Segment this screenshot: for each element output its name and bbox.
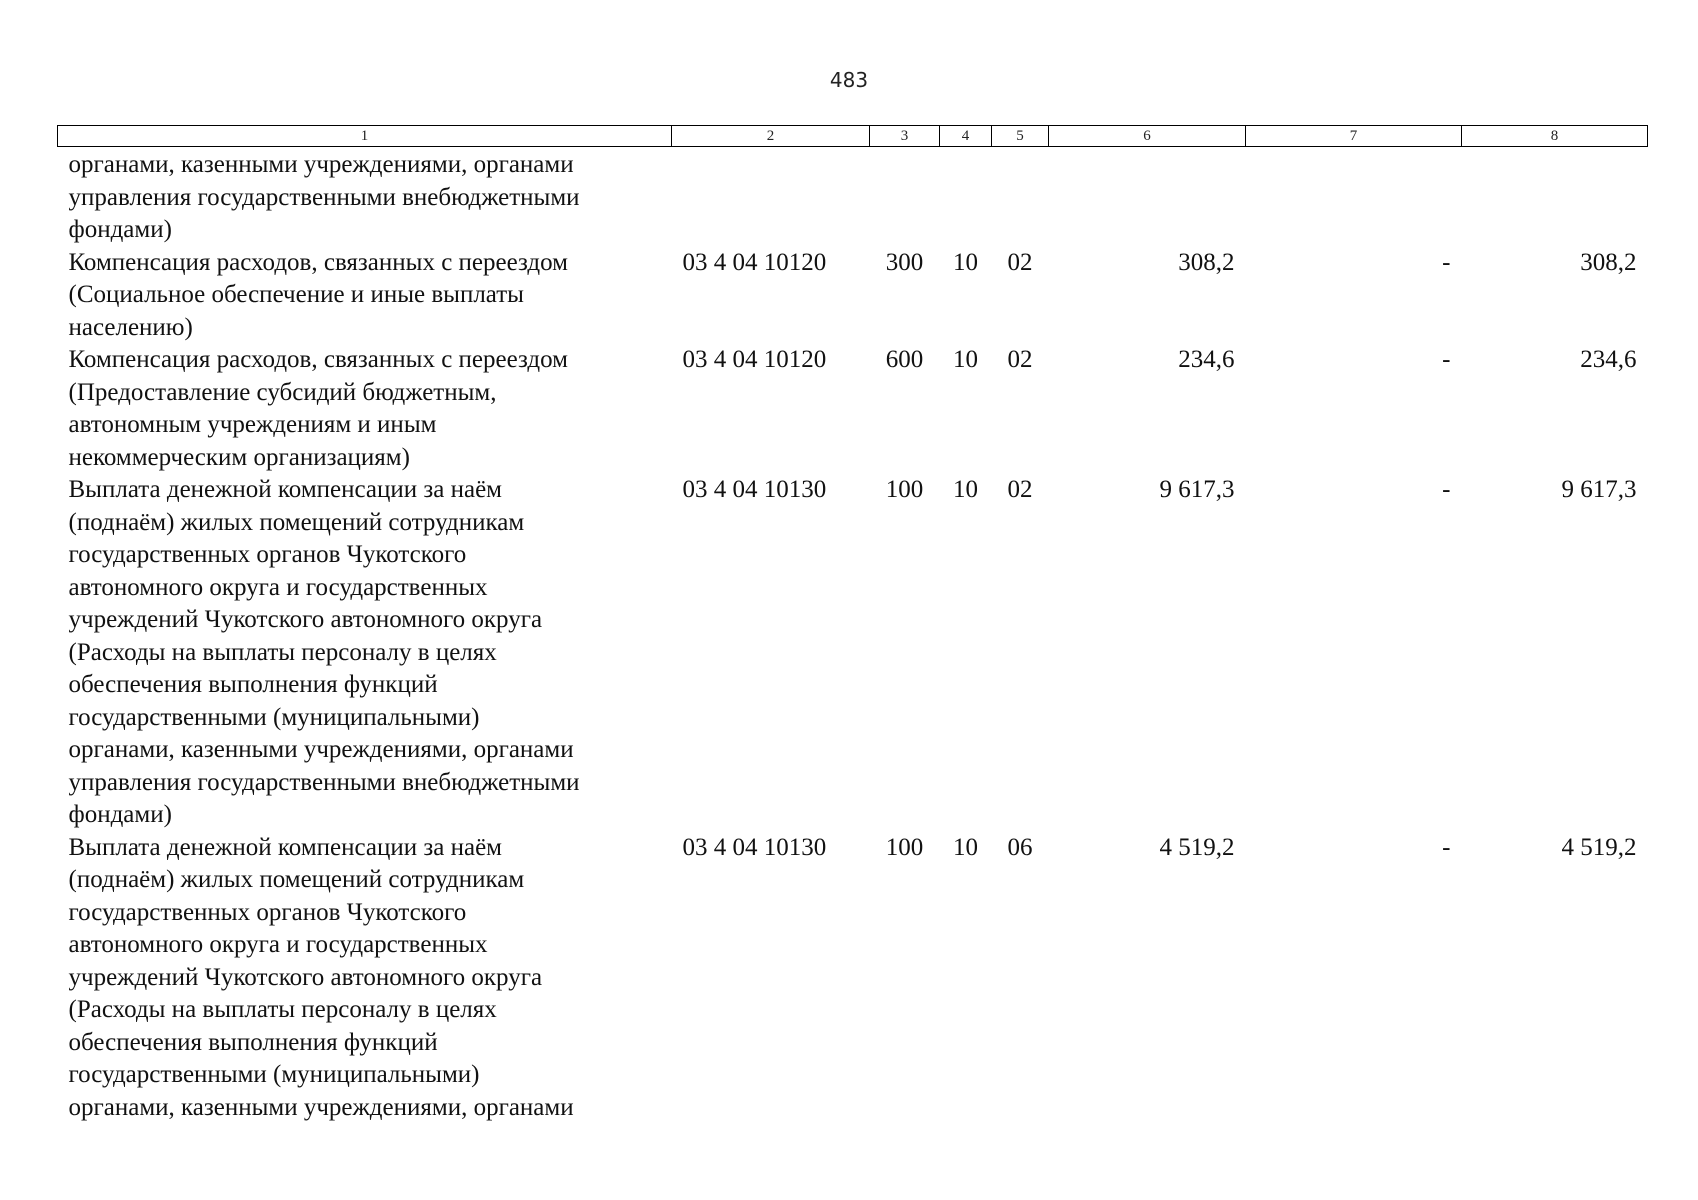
column-header-7: 7 <box>1246 126 1462 147</box>
change-value: - <box>1442 833 1451 861</box>
column-header-6: 6 <box>1049 126 1246 147</box>
text-line: фондами) <box>68 801 172 828</box>
column-header-5: 5 <box>992 126 1049 147</box>
column-header-8: 8 <box>1462 126 1648 147</box>
text-line: (Расходы на выплаты персоналу в целях <box>68 638 497 666</box>
text-line: государственных органов Чукотского <box>68 898 467 926</box>
text-line: учреждений Чукотского автономного округа <box>68 963 543 991</box>
text-line: Компенсация расходов, связанных с переездом <box>68 346 568 373</box>
continuation-row <box>58 147 1648 247</box>
target-article-code: 03 4 04 10120 <box>682 346 827 373</box>
budget-table <box>57 125 1648 1124</box>
text-line: государственных органов Чукотского <box>68 541 467 568</box>
section-code: 10 <box>953 346 978 373</box>
table-row <box>58 344 1648 474</box>
row-description <box>58 832 672 1125</box>
section-code: 10 <box>953 248 978 276</box>
row-description <box>58 474 672 832</box>
table-row <box>58 474 1648 832</box>
text-line: обеспечения выполнения функций <box>68 671 438 698</box>
page-number: 483 <box>829 68 869 92</box>
text-line: органами, казенными учреждениями, органами <box>68 736 574 763</box>
target-article-code: 03 4 04 10130 <box>682 833 827 861</box>
section-code: 10 <box>953 833 978 861</box>
amount-value: 9 617,3 <box>1159 476 1235 503</box>
target-article-code: 03 4 04 10120 <box>682 248 827 276</box>
total-value: 308,2 <box>1580 248 1637 276</box>
continuation-description <box>58 147 672 247</box>
text-line: автономного округа и государственных <box>68 573 488 601</box>
column-header-4: 4 <box>940 126 992 147</box>
change-value: - <box>1442 248 1451 276</box>
table-row <box>58 832 1648 1125</box>
total-value: 4 519,2 <box>1561 833 1637 861</box>
text-line: учреждений Чукотского автономного округа <box>68 606 543 633</box>
expense-type-code: 300 <box>885 248 924 276</box>
amount-value: 308,2 <box>1178 248 1235 276</box>
subsection-code: 06 <box>1007 833 1033 861</box>
amount-value: 234,6 <box>1178 346 1235 373</box>
text-line: автономным учреждениям и иным <box>68 411 437 438</box>
text-line: органами, казенными учреждениями, органами <box>68 151 574 178</box>
target-article-code: 03 4 04 10130 <box>682 476 827 503</box>
text-line: фондами) <box>68 216 172 243</box>
column-header-2: 2 <box>672 126 870 147</box>
text-line: автономного округа и государственных <box>68 931 488 958</box>
expense-type-code: 100 <box>885 833 924 861</box>
text-line: населению) <box>68 313 193 341</box>
text-line: органами, казенными учреждениями, органами <box>68 1093 574 1121</box>
text-line: Выплата денежной компенсации за наём <box>68 476 502 503</box>
column-header-3: 3 <box>870 126 940 147</box>
text-line: управления государственными внебюджетными <box>68 768 580 796</box>
text-line: некоммерческим организациям) <box>68 443 410 471</box>
text-line: государственными (муниципальными) <box>68 703 480 731</box>
subsection-code: 02 <box>1007 476 1033 503</box>
row-description <box>58 247 672 345</box>
subsection-code: 02 <box>1007 346 1033 373</box>
change-value: - <box>1442 346 1451 373</box>
change-value: - <box>1442 476 1451 503</box>
text-line: (поднаём) жилых помещений сотрудникам <box>68 866 525 893</box>
expense-type-code: 600 <box>885 346 924 373</box>
subsection-code: 02 <box>1007 248 1033 276</box>
total-value: 234,6 <box>1580 346 1637 373</box>
text-line: (Расходы на выплаты персоналу в целях <box>68 996 497 1023</box>
text-line: (поднаём) жилых помещений сотрудникам <box>68 508 525 536</box>
table-header-row <box>58 126 1648 147</box>
expense-type-code: 100 <box>885 476 924 503</box>
amount-value: 4 519,2 <box>1159 833 1235 861</box>
text-line: обеспечения выполнения функций <box>68 1028 438 1056</box>
text-line: (Предоставление субсидий бюджетным, <box>68 378 497 406</box>
row-description <box>58 344 672 474</box>
text-line: управления государственными внебюджетными <box>68 183 580 211</box>
total-value: 9 617,3 <box>1561 476 1637 503</box>
text-line: Компенсация расходов, связанных с переездом <box>68 248 568 276</box>
text-line: Выплата денежной компенсации за наём <box>68 833 502 861</box>
section-code: 10 <box>953 476 978 503</box>
text-line: государственными (муниципальными) <box>68 1061 480 1088</box>
table-row <box>58 247 1648 345</box>
column-header-1: 1 <box>58 126 672 147</box>
text-line: (Социальное обеспечение и иные выплаты <box>68 281 524 308</box>
